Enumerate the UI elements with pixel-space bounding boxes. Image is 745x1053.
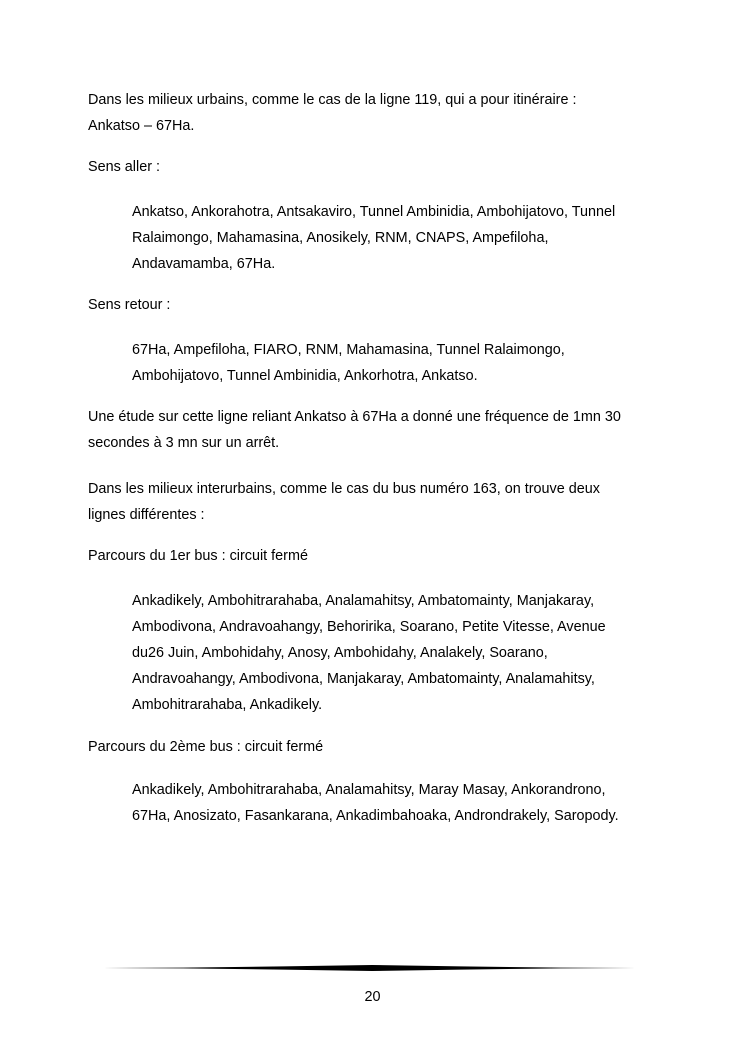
sens-retour-line-2: Ambohijatovo, Tunnel Ambinidia, Ankorhotra, Ankatso.: [132, 368, 478, 384]
intro-line-2: Ankatso – 67Ha.: [88, 118, 195, 134]
bus1-line-5: Ambohitrarahaba, Ankadikely.: [132, 697, 323, 713]
etude-line-1: Une étude sur cette ligne reliant Ankatso à 67Ha a donné une fréquence de 1mn 30: [88, 409, 621, 425]
intro-line-1: Dans les milieux urbains, comme le cas de la ligne 119, qui a pour itinéraire :: [88, 92, 577, 108]
bus1-line-3: du26 Juin, Ambohidahy, Anosy, Ambohidahy, Analakely, Soarano,: [132, 645, 548, 661]
sens-aller-line-1: Ankatso, Ankorahotra, Antsakaviro, Tunnel Ambinidia, Ambohijatovo, Tunnel: [132, 204, 616, 220]
bus1-line-1: Ankadikely, Ambohitrarahaba, Analamahitsy, Ambatomainty, Manjakaray,: [132, 593, 595, 609]
etude-line-2: secondes à 3 mn sur un arrêt.: [88, 435, 280, 451]
sens-aller-line-3: Andavamamba, 67Ha.: [132, 256, 276, 272]
sens-aller-line-2: Ralaimongo, Mahamasina, Anosikely, RNM, CNAPS, Ampefiloha,: [132, 230, 549, 246]
sens-retour-label: Sens retour :: [88, 297, 171, 313]
sens-retour-line-1: 67Ha, Ampefiloha, FIARO, RNM, Mahamasina, Tunnel Ralaimongo,: [132, 342, 565, 358]
interurbain-line-1: Dans les milieux interurbains, comme le cas du bus numéro 163, on trouve deux: [88, 481, 600, 497]
bus2-line-2: 67Ha, Anosizato, Fasankarana, Ankadimbahoaka, Androndrakely, Saropody.: [132, 808, 619, 824]
page-number: 20: [364, 989, 381, 1005]
interurbain-line-2: lignes différentes :: [88, 507, 205, 523]
sens-aller-label: Sens aller :: [88, 159, 160, 175]
footer-divider: [103, 958, 641, 978]
bus1-line-4: Andravoahangy, Ambodivona, Manjakaray, Ambatomainty, Analamahitsy,: [132, 671, 595, 687]
bus2-line-1: Ankadikely, Ambohitrarahaba, Analamahitsy, Maray Masay, Ankorandrono,: [132, 782, 606, 798]
bus1-line-2: Ambodivona, Andravoahangy, Behoririka, Soarano, Petite Vitesse, Avenue: [132, 619, 606, 635]
bus1-label: Parcours du 1er bus : circuit fermé: [88, 548, 308, 564]
bus2-label: Parcours du 2ème bus : circuit fermé: [88, 739, 324, 755]
